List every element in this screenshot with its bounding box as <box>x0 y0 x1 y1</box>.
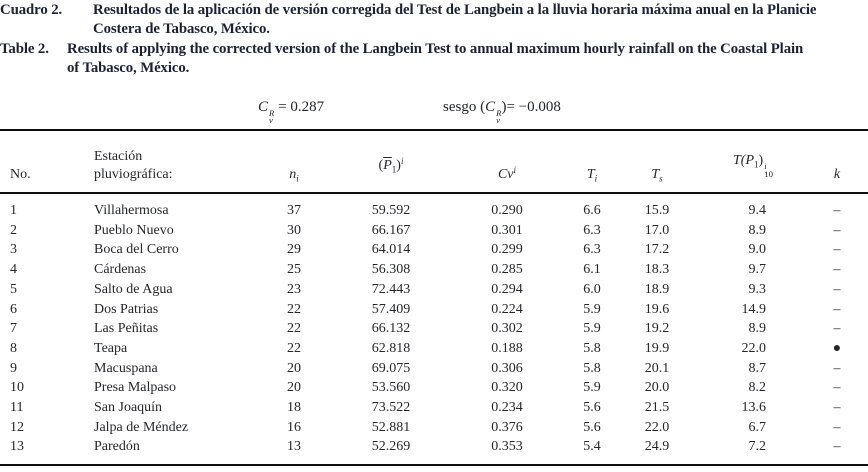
sesgo-cv-scripts: R v <box>496 108 502 126</box>
cell-mean-p: 66.167 <box>371 222 411 238</box>
cell-k: – <box>833 222 841 238</box>
cell-mean-p: 73.522 <box>371 400 411 416</box>
cell-ni: 30 <box>287 222 301 238</box>
cell-ti: 6.3 <box>583 222 601 238</box>
cell-ts: 22.0 <box>644 419 670 435</box>
cell-mean-p: 72.443 <box>371 281 411 297</box>
cell-mean-p: 56.308 <box>371 262 411 278</box>
cell-k: – <box>833 321 841 337</box>
cell-station: Macuspana <box>94 360 158 376</box>
table-body <box>0 192 868 457</box>
cell-ti: 6.6 <box>583 203 601 218</box>
caption-spanish-line1: Resultados de la aplicación de versión corregida del Test de Langbein a la lluvia horaria máxima anual en la Planicie <box>93 2 817 18</box>
cell-no: 2 <box>10 222 17 238</box>
cell-ti: 5.4 <box>583 439 601 455</box>
cell-cv: 0.234 <box>491 400 523 416</box>
cell-tp10: 14.9 <box>741 301 766 317</box>
cell-ti: 6.0 <box>583 281 601 297</box>
cell-ni: 13 <box>287 439 301 455</box>
cell-ni: 25 <box>287 262 301 278</box>
cell-ni: 22 <box>287 340 301 356</box>
cell-cv: 0.299 <box>491 242 523 258</box>
cell-ts: 20.0 <box>644 380 670 396</box>
cell-mean-p: 52.881 <box>371 419 411 435</box>
table-row <box>0 192 868 221</box>
cell-cv: 0.376 <box>491 419 523 435</box>
cell-cv: 0.301 <box>491 222 523 238</box>
table-row <box>0 339 868 359</box>
cell-tp10: 9.0 <box>748 242 766 258</box>
table-row <box>0 240 868 260</box>
cell-station: Villahermosa <box>94 203 169 218</box>
cell-ni: 23 <box>287 281 301 297</box>
sesgo-prefix: sesgo ( <box>443 99 486 115</box>
cell-station: Paredón <box>94 439 140 455</box>
cell-ni: 22 <box>287 321 301 337</box>
cell-k: – <box>833 439 841 455</box>
cell-ti: 5.8 <box>583 360 601 376</box>
cell-cv: 0.294 <box>491 281 523 297</box>
sesgo-value <box>443 99 561 125</box>
cell-ti: 6.1 <box>583 262 601 278</box>
caption-english-line1: Results of applying the corrected version of the Langbein Test to annual maximum hourly rainfall on the Coastal Plain <box>67 40 804 57</box>
cell-station: Pueblo Nuevo <box>94 222 174 238</box>
cell-cv: 0.306 <box>491 360 523 376</box>
cell-tp10: 9.7 <box>748 262 766 278</box>
header-ts: $T_s$ <box>651 167 663 184</box>
cell-mean-p: 52.269 <box>371 439 411 455</box>
cell-ni: 20 <box>287 380 301 396</box>
cell-ts: 21.5 <box>644 400 670 416</box>
header-cv: Cv$^i$ <box>497 165 517 182</box>
cell-ti: 6.3 <box>583 242 601 258</box>
cell-cv: 0.353 <box>491 439 523 455</box>
cell-ti: 5.9 <box>583 321 601 337</box>
cell-station: Jalpa de Méndez <box>94 419 189 435</box>
cell-ts: 18.3 <box>644 262 670 278</box>
cell-ts: 15.9 <box>644 203 670 218</box>
header-tp10: $T(P_1)$ i 10 <box>733 153 773 179</box>
cell-no: 7 <box>10 321 17 337</box>
cell-ni: 18 <box>287 400 301 416</box>
cell-cv: 0.302 <box>491 321 523 337</box>
cell-cv: 0.320 <box>491 380 523 396</box>
cell-tp10: 8.9 <box>748 321 766 337</box>
header-k: k <box>833 167 841 182</box>
table-row <box>0 280 868 300</box>
cell-cv: 0.290 <box>491 203 523 218</box>
cell-no: 1 <box>10 203 17 218</box>
table-row <box>0 418 868 438</box>
cell-tp10: 9.3 <box>748 281 766 297</box>
cell-tp10: 7.2 <box>748 439 766 455</box>
cell-no: 11 <box>10 400 24 416</box>
cell-ts: 19.6 <box>644 301 670 317</box>
cell-no: 13 <box>10 439 24 455</box>
cell-ts: 18.9 <box>644 281 670 297</box>
cell-k: – <box>833 203 841 218</box>
cell-ni: 37 <box>287 203 301 218</box>
cell-cv: 0.224 <box>491 301 523 317</box>
cell-k: – <box>833 242 841 258</box>
header-mean-p: $(\overline{P}_1)^i$ <box>378 156 404 175</box>
cell-ts: 19.2 <box>644 321 670 337</box>
cv-regional-value <box>258 99 324 125</box>
cell-station: Salto de Agua <box>94 281 173 297</box>
results-table <box>0 131 868 457</box>
cell-ts: 20.1 <box>644 360 670 376</box>
table-row <box>0 300 868 320</box>
header-no: No. <box>10 167 31 182</box>
cell-station: Teapa <box>94 340 128 356</box>
table-row <box>0 378 868 398</box>
cell-no: 5 <box>10 281 17 297</box>
cell-station: Presa Malpaso <box>94 380 177 396</box>
cell-no: 3 <box>10 242 17 258</box>
cell-mean-p: 62.818 <box>371 340 411 356</box>
caption-english <box>0 40 868 79</box>
table-row <box>0 260 868 280</box>
caption-spanish <box>0 1 868 40</box>
cell-k: – <box>833 360 841 376</box>
header-ni: $n_i$ <box>289 167 299 184</box>
cell-ts: 24.9 <box>644 439 670 455</box>
bottom-rule <box>0 464 868 466</box>
cell-k: – <box>833 281 841 297</box>
cell-no: 6 <box>10 301 17 317</box>
cell-cv: 0.285 <box>491 262 523 278</box>
cell-mean-p: 64.014 <box>371 242 411 258</box>
cell-ts: 19.9 <box>644 340 670 356</box>
cell-no: 4 <box>10 262 17 278</box>
cell-tp10: 8.9 <box>748 222 766 238</box>
cell-ni: 22 <box>287 301 301 317</box>
cell-no: 12 <box>10 419 24 435</box>
cell-mean-p: 59.592 <box>371 203 411 218</box>
cell-ti: 5.6 <box>583 400 601 416</box>
cell-ts: 17.0 <box>644 222 670 238</box>
cell-no: 8 <box>10 340 17 356</box>
table-row <box>0 398 868 418</box>
cell-tp10: 13.6 <box>741 400 766 416</box>
cell-ti: 5.9 <box>583 380 601 396</box>
header-ti: $T_i$ <box>586 167 598 184</box>
cell-ni: 20 <box>287 360 301 376</box>
cell-ti: 5.6 <box>583 419 601 435</box>
table-row <box>0 437 868 457</box>
table-row <box>0 319 868 339</box>
cell-k: – <box>833 301 841 317</box>
cell-mean-p: 69.075 <box>371 360 411 376</box>
cell-k: – <box>833 419 841 435</box>
cell-tp10: 22.0 <box>741 340 766 356</box>
cell-k: – <box>833 400 841 416</box>
cell-tp10: 6.7 <box>748 419 766 435</box>
cv-scripts: R v <box>269 108 275 126</box>
caption-block <box>0 1 868 79</box>
cell-mean-p: 66.132 <box>371 321 411 337</box>
cv-equals-value: = 0.287 <box>274 99 325 115</box>
cell-station: San Joaquín <box>94 400 163 416</box>
caption-english-label: Table 2. <box>0 40 49 57</box>
caption-spanish-line2: Costera de Tabasco, México. <box>93 21 270 38</box>
caption-english-line2: of Tabasco, México. <box>67 60 190 77</box>
cell-tp10: 9.4 <box>748 203 766 218</box>
stats-line <box>0 99 868 125</box>
cell-no: 9 <box>10 360 17 376</box>
cell-station: Boca del Cerro <box>94 242 179 258</box>
cell-mean-p: 53.560 <box>371 380 411 396</box>
table-row <box>0 359 868 379</box>
cv-symbol: C <box>258 99 269 115</box>
cell-k: – <box>833 380 841 396</box>
cell-ts: 17.2 <box>644 242 670 258</box>
header-station: Estación pluviográfica: <box>94 149 173 182</box>
cell-ni: 16 <box>287 419 301 435</box>
cell-k: ● <box>832 340 842 356</box>
cell-k: – <box>833 262 841 278</box>
cell-ti: 5.9 <box>583 301 601 317</box>
cell-mean-p: 57.409 <box>371 301 411 317</box>
cell-station: Dos Patrias <box>94 301 159 317</box>
cell-tp10: 8.7 <box>748 360 766 376</box>
sesgo-cv-symbol: C <box>485 99 496 115</box>
cell-ti: 5.8 <box>583 340 601 356</box>
sesgo-equals-value: )= −0.008 <box>501 99 561 115</box>
cell-no: 10 <box>10 380 24 396</box>
cell-tp10: 8.2 <box>748 380 766 396</box>
table-header <box>0 131 868 192</box>
cell-station: Las Peñitas <box>94 321 159 337</box>
cell-ni: 29 <box>287 242 301 258</box>
cell-cv: 0.188 <box>491 340 523 356</box>
cell-station: Cárdenas <box>94 262 147 278</box>
caption-spanish-label: Cuadro 2. <box>0 2 63 18</box>
table-row <box>0 221 868 241</box>
